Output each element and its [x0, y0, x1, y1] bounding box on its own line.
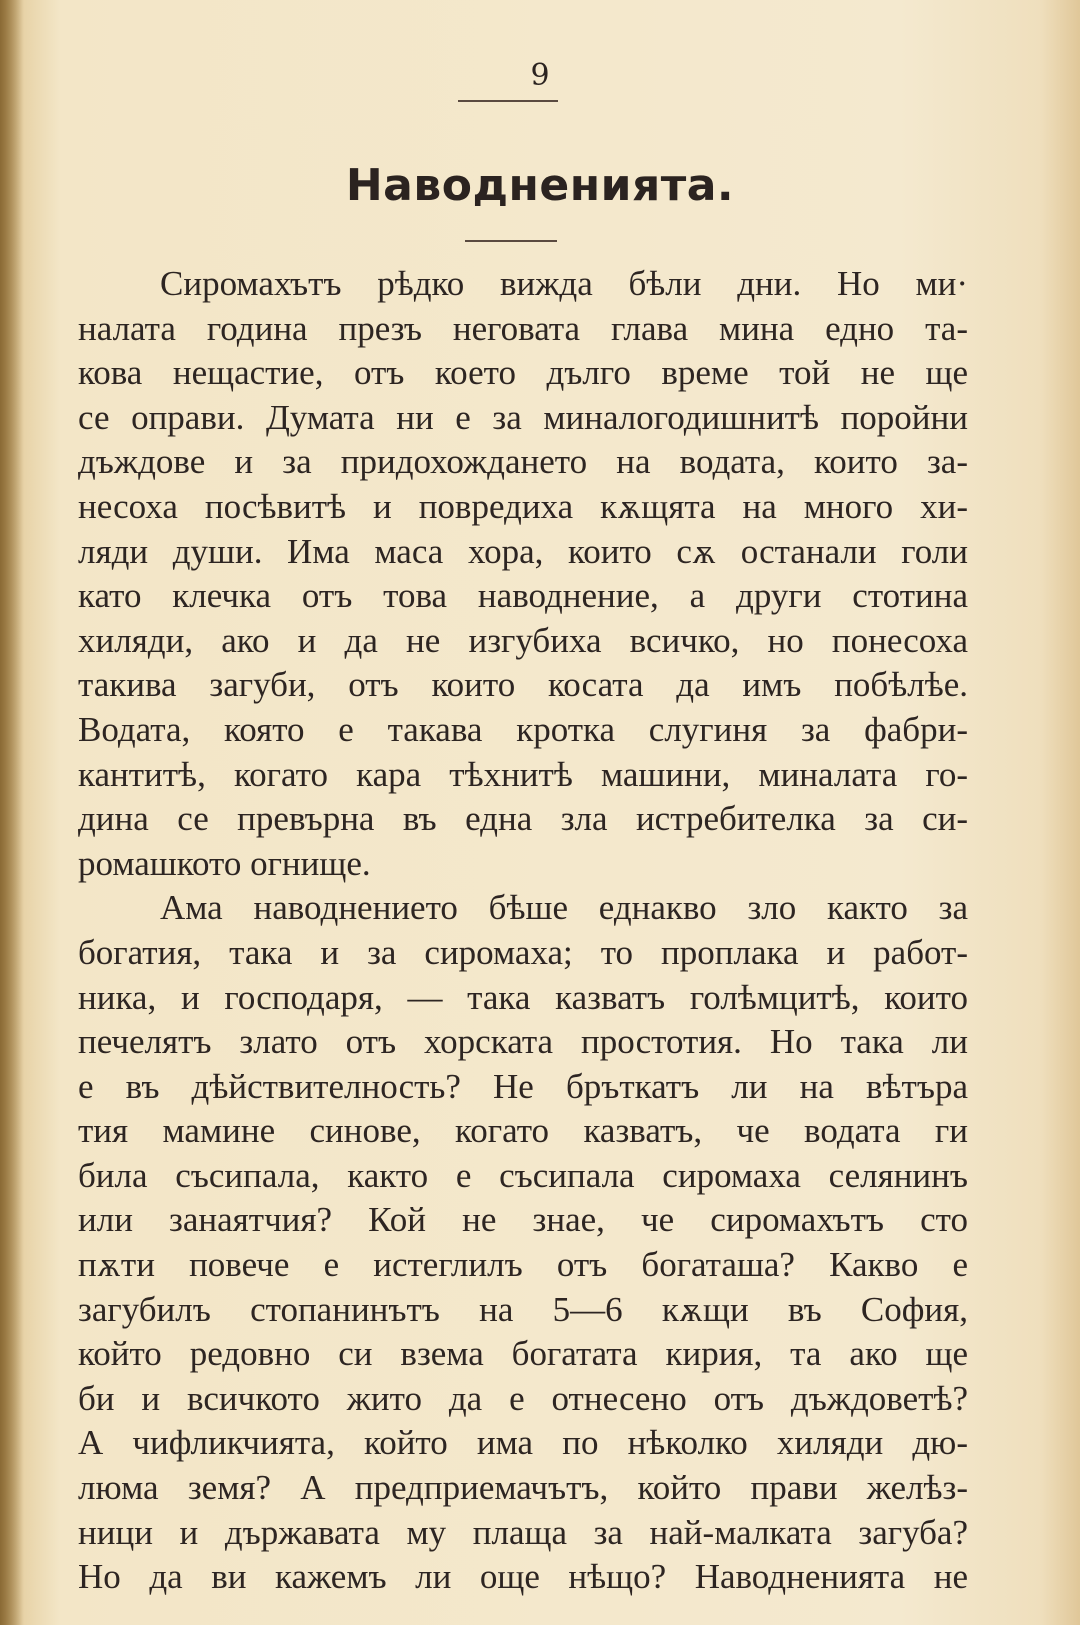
- text-line: била съсипала, както е съсипала сиромаха селянинъ: [78, 1155, 968, 1195]
- text-line: който редовно си взема богатата кирия, та ако ще: [78, 1334, 968, 1374]
- text-line: Сиромахътъ рѣдко вижда бѣли дни. Но ми·: [160, 264, 968, 303]
- text-line: Водата, която е такава кротка слугиня за фабри-: [78, 709, 968, 749]
- text-line: кантитѣ, когато кара тѣхнитѣ машини, миналата го-: [78, 754, 968, 794]
- text-line: се оправи. Думата ни е за миналогодишнитѣ поройни: [78, 397, 968, 437]
- text-line: дина се превърна въ една зла истребителка за си-: [78, 799, 968, 839]
- text-line: ляди души. Има маса хора, които сѫ останали голи: [78, 531, 968, 571]
- text-line: е въ дѣйствителность? Не бръткатъ ли на вѣтъра: [78, 1066, 968, 1106]
- page-number-rule: [458, 100, 558, 102]
- text-line: такива загуби, отъ които косата да имъ побѣлѣе.: [78, 665, 968, 705]
- text-line: богатия, така и за сиромаха; то проплака и работ-: [78, 932, 968, 972]
- text-line: люма земя? А предприемачътъ, който прави желѣз-: [78, 1468, 968, 1508]
- page-number: 9: [530, 58, 550, 93]
- text-line: налата година презъ неговата глава мина едно та-: [78, 308, 968, 348]
- text-line: А чифликчията, който има по нѣколко хиляди дю-: [78, 1423, 968, 1463]
- text-line: или занаятчия? Кой не знае, че сиромахътъ сто: [78, 1200, 968, 1240]
- title-rule: [465, 240, 557, 242]
- text-line: тия мамине синове, когато казватъ, че водата ги: [78, 1111, 968, 1151]
- body-text: [78, 262, 968, 1600]
- paragraph-1: [78, 262, 968, 886]
- text-line: дъждове и за придохождането на водата, които за-: [78, 442, 968, 482]
- text-line: би и всичкото жито да е отнесено отъ дъждоветѣ?: [78, 1378, 968, 1418]
- text-line: ромашкото огнище.: [78, 843, 371, 883]
- spine-shadow: [0, 0, 24, 1625]
- text-line: печелятъ злато отъ хорската простотия. Но така ли: [78, 1022, 968, 1062]
- text-line: хиляди, ако и да не изгубиха всичко, но понесоха: [78, 620, 968, 660]
- text-line: Ама наводнението бѣше еднакво зло както за: [160, 888, 968, 928]
- chapter-title: Наводненията.: [345, 160, 735, 211]
- text-line: ници и държавата му плаща за най-малката загуба?: [78, 1512, 968, 1552]
- text-line: като клечка отъ това наводнение, а други стотина: [78, 576, 968, 616]
- text-line: кова нещастие, отъ което дълго време той не ще: [78, 353, 968, 393]
- text-line: Но да ви кажемъ ли още нѣщо? Наводненията не: [78, 1557, 968, 1597]
- paragraph-2: [78, 886, 968, 1600]
- text-line: загубилъ стопанинътъ на 5—6 кѫщи въ София,: [78, 1289, 968, 1329]
- text-line: несоха посѣвитѣ и повредиха кѫщята на много хи-: [78, 486, 968, 526]
- text-line: ника, и господаря, — така казватъ голѣмцитѣ, които: [78, 977, 968, 1017]
- text-line: пѫти повече е истеглилъ отъ богаташа? Какво е: [78, 1245, 968, 1285]
